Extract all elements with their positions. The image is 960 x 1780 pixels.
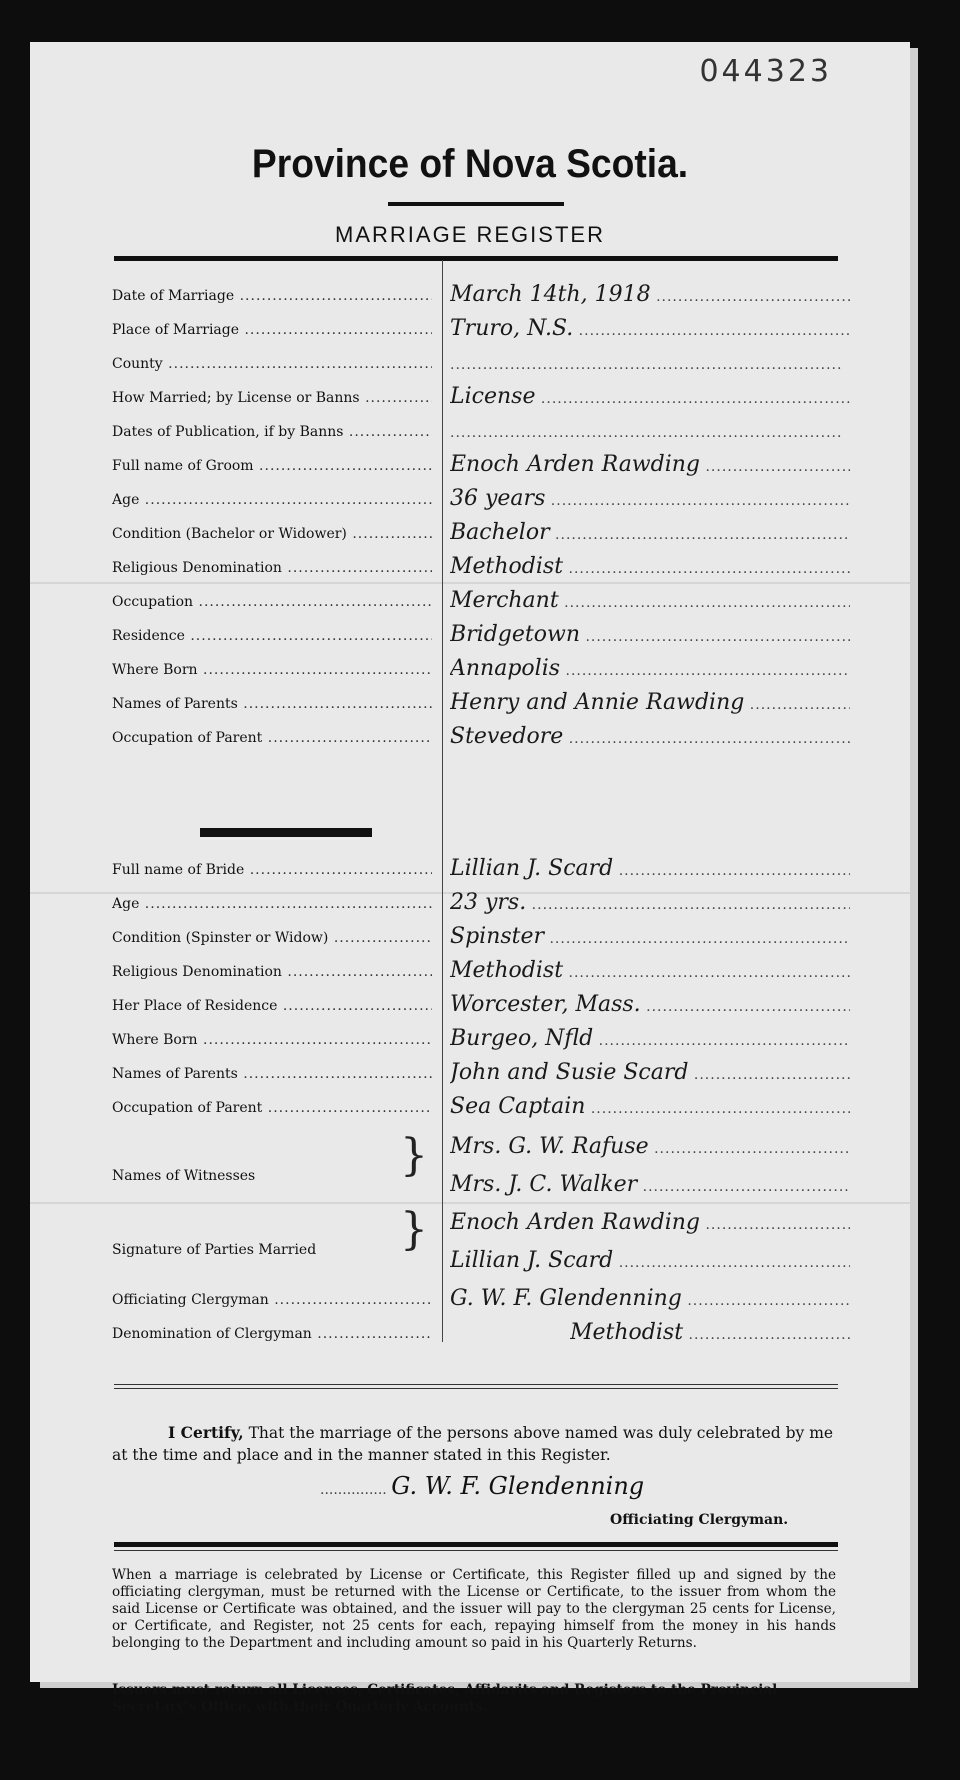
- field-value: 36 years .....: [450, 486, 850, 511]
- field-value: [450, 418, 850, 443]
- field-row-dates-of-publication: [30, 416, 910, 446]
- field-label: Religious Denomination .....: [112, 964, 432, 980]
- field-label: County .....: [112, 356, 432, 372]
- witness-name: Mrs. G. W. Rafuse .....: [450, 1134, 850, 1159]
- field-value: Methodist .....: [450, 958, 850, 983]
- field-label: Date of Marriage .....: [112, 288, 432, 304]
- certification-statement: [112, 1422, 836, 1466]
- field-row-bride-age: [30, 888, 910, 918]
- field-label: Age .....: [112, 896, 432, 912]
- field-value: March 14th, 1918 .....: [450, 282, 850, 307]
- field-value: Stevedore .....: [450, 724, 850, 749]
- field-label: Condition (Spinster or Widow) .....: [112, 930, 432, 946]
- party-signature-row: [30, 1246, 910, 1276]
- document-title: Province of Nova Scotia.: [251, 142, 689, 186]
- field-row-groom-age: [30, 484, 910, 514]
- redaction-bar: [200, 828, 372, 837]
- field-row-officiating-clergyman: [30, 1284, 910, 1314]
- field-value: License .....: [450, 384, 850, 409]
- witnesses-label: Names of Witnesses: [112, 1168, 256, 1184]
- field-label: Denomination of Clergyman .....: [112, 1326, 432, 1342]
- field-label: Age .....: [112, 492, 432, 508]
- party-signature: Enoch Arden Rawding .....: [450, 1210, 850, 1235]
- brace-witnesses: }: [400, 1130, 428, 1181]
- field-label: Place of Marriage .....: [112, 322, 432, 338]
- field-value: 23 yrs. .....: [450, 890, 850, 915]
- field-row-groom-residence: [30, 620, 910, 650]
- field-value: Burgeo, Nfld .....: [450, 1026, 850, 1051]
- field-value: Methodist .....: [570, 1320, 850, 1345]
- field-value: Lillian J. Scard .....: [450, 856, 850, 881]
- field-value: Worcester, Mass. .....: [450, 992, 850, 1017]
- field-row-bride-parent-occupation: [30, 1092, 910, 1122]
- field-value: John and Susie Scard .....: [450, 1060, 850, 1085]
- field-value: Enoch Arden Rawding .....: [450, 452, 850, 477]
- issuer-instructions: Issuers must return all Licenses, Certificates, Affidavits and Registers to the Provincial Secretary's Office, with their Quarterly Accounts.: [112, 1682, 778, 1715]
- marriage-register-document: [30, 42, 910, 1715]
- paper-fold: [30, 582, 910, 584]
- signature-caption: Officiating Clergyman.: [610, 1512, 789, 1528]
- field-value: [450, 350, 850, 375]
- document-subtitle: MARRIAGE REGISTER: [335, 222, 605, 247]
- witness-name: Mrs. J. C. Walker .....: [450, 1172, 850, 1197]
- field-value: G. W. F. Glendenning .....: [450, 1286, 850, 1311]
- field-label: Condition (Bachelor or Widower) .....: [112, 526, 432, 542]
- field-value: Bachelor .....: [450, 520, 850, 545]
- field-label: Full name of Groom .....: [112, 458, 432, 474]
- field-value: Methodist .....: [450, 554, 850, 579]
- field-label: Names of Parents .....: [112, 1066, 432, 1082]
- field-row-bride-parents: [30, 1058, 910, 1088]
- field-label: Where Born .....: [112, 1032, 432, 1048]
- field-label: Full name of Bride .....: [112, 862, 432, 878]
- field-row-bride-religion: [30, 956, 910, 986]
- return-instructions: When a marriage is celebrated by License or Certificate, this Register filled up and signed by the officiating clergyman, must be returned with the License or Certificate, to the issuer from whom the said License or Certificate was obtained, and the issuer will pay to the clergyman 25 cents for License, or Certificate, and Register, not 25 cents for each, repaying himself from the money in his hands belonging to the Department and including amount so paid in his Quarterly Returns.: [112, 1567, 836, 1651]
- paper-fold: [30, 1202, 910, 1204]
- field-label: Her Place of Residence .....: [112, 998, 432, 1014]
- field-row-date-of-marriage: [30, 280, 910, 310]
- field-value: Annapolis .....: [450, 656, 850, 681]
- clergy-signature: ..... G. W. F. Glendenning: [320, 1472, 760, 1500]
- field-label: Religious Denomination .....: [112, 560, 432, 576]
- field-row-groom-occupation: [30, 586, 910, 616]
- field-label: Occupation of Parent .....: [112, 730, 432, 746]
- field-label: Residence .....: [112, 628, 432, 644]
- field-value: Merchant .....: [450, 588, 850, 613]
- field-label: Where Born .....: [112, 662, 432, 678]
- field-label: How Married; by License or Banns .....: [112, 390, 432, 406]
- parties-label: Signature of Parties Married: [112, 1242, 317, 1258]
- field-row-groom-parent-occupation: [30, 722, 910, 752]
- field-value: Henry and Annie Rawding .....: [450, 690, 850, 715]
- witness-row: [30, 1170, 910, 1200]
- field-row-bride-condition: [30, 922, 910, 952]
- field-value: Truro, N.S. .....: [450, 316, 850, 341]
- certify-lead: I Certify,: [168, 1423, 244, 1442]
- notice-rule: [114, 1550, 838, 1551]
- field-row-groom-condition: [30, 518, 910, 548]
- field-value: Spinster .....: [450, 924, 850, 949]
- field-row-bride-birthplace: [30, 1024, 910, 1054]
- brace-parties: }: [400, 1204, 428, 1255]
- field-row-bride-residence: [30, 990, 910, 1020]
- field-value: Sea Captain .....: [450, 1094, 850, 1119]
- certify-text: That the marriage of the persons above named was duly celebrated by me at the time and place and in the manner stated in this Register.: [112, 1424, 834, 1464]
- field-value: Bridgetown .....: [450, 622, 850, 647]
- field-label: Names of Parents .....: [112, 696, 432, 712]
- field-row-groom-parents: [30, 688, 910, 718]
- field-row-groom-religion: [30, 552, 910, 582]
- notice-rule: [114, 1542, 838, 1547]
- field-label: Occupation .....: [112, 594, 432, 610]
- header-rule: [114, 256, 838, 261]
- witness-row: [30, 1132, 910, 1162]
- field-label: Officiating Clergyman .....: [112, 1292, 432, 1308]
- field-row-groom-birthplace: [30, 654, 910, 684]
- party-signature-row: [30, 1208, 910, 1238]
- field-label: Dates of Publication, if by Banns .....: [112, 424, 432, 440]
- field-row-place-of-marriage: [30, 314, 910, 344]
- field-row-clergy-denomination: [30, 1318, 910, 1348]
- field-row-groom-name: [30, 450, 910, 480]
- section-rule: [114, 1388, 838, 1389]
- party-signature: Lillian J. Scard .....: [450, 1248, 850, 1273]
- title-rule: [388, 202, 564, 206]
- section-rule: [114, 1384, 838, 1385]
- serial-number: 044323: [699, 54, 832, 89]
- field-row-how-married: [30, 382, 910, 412]
- field-row-bride-name: [30, 854, 910, 884]
- field-row-county: [30, 348, 910, 378]
- field-label: Occupation of Parent .....: [112, 1100, 432, 1116]
